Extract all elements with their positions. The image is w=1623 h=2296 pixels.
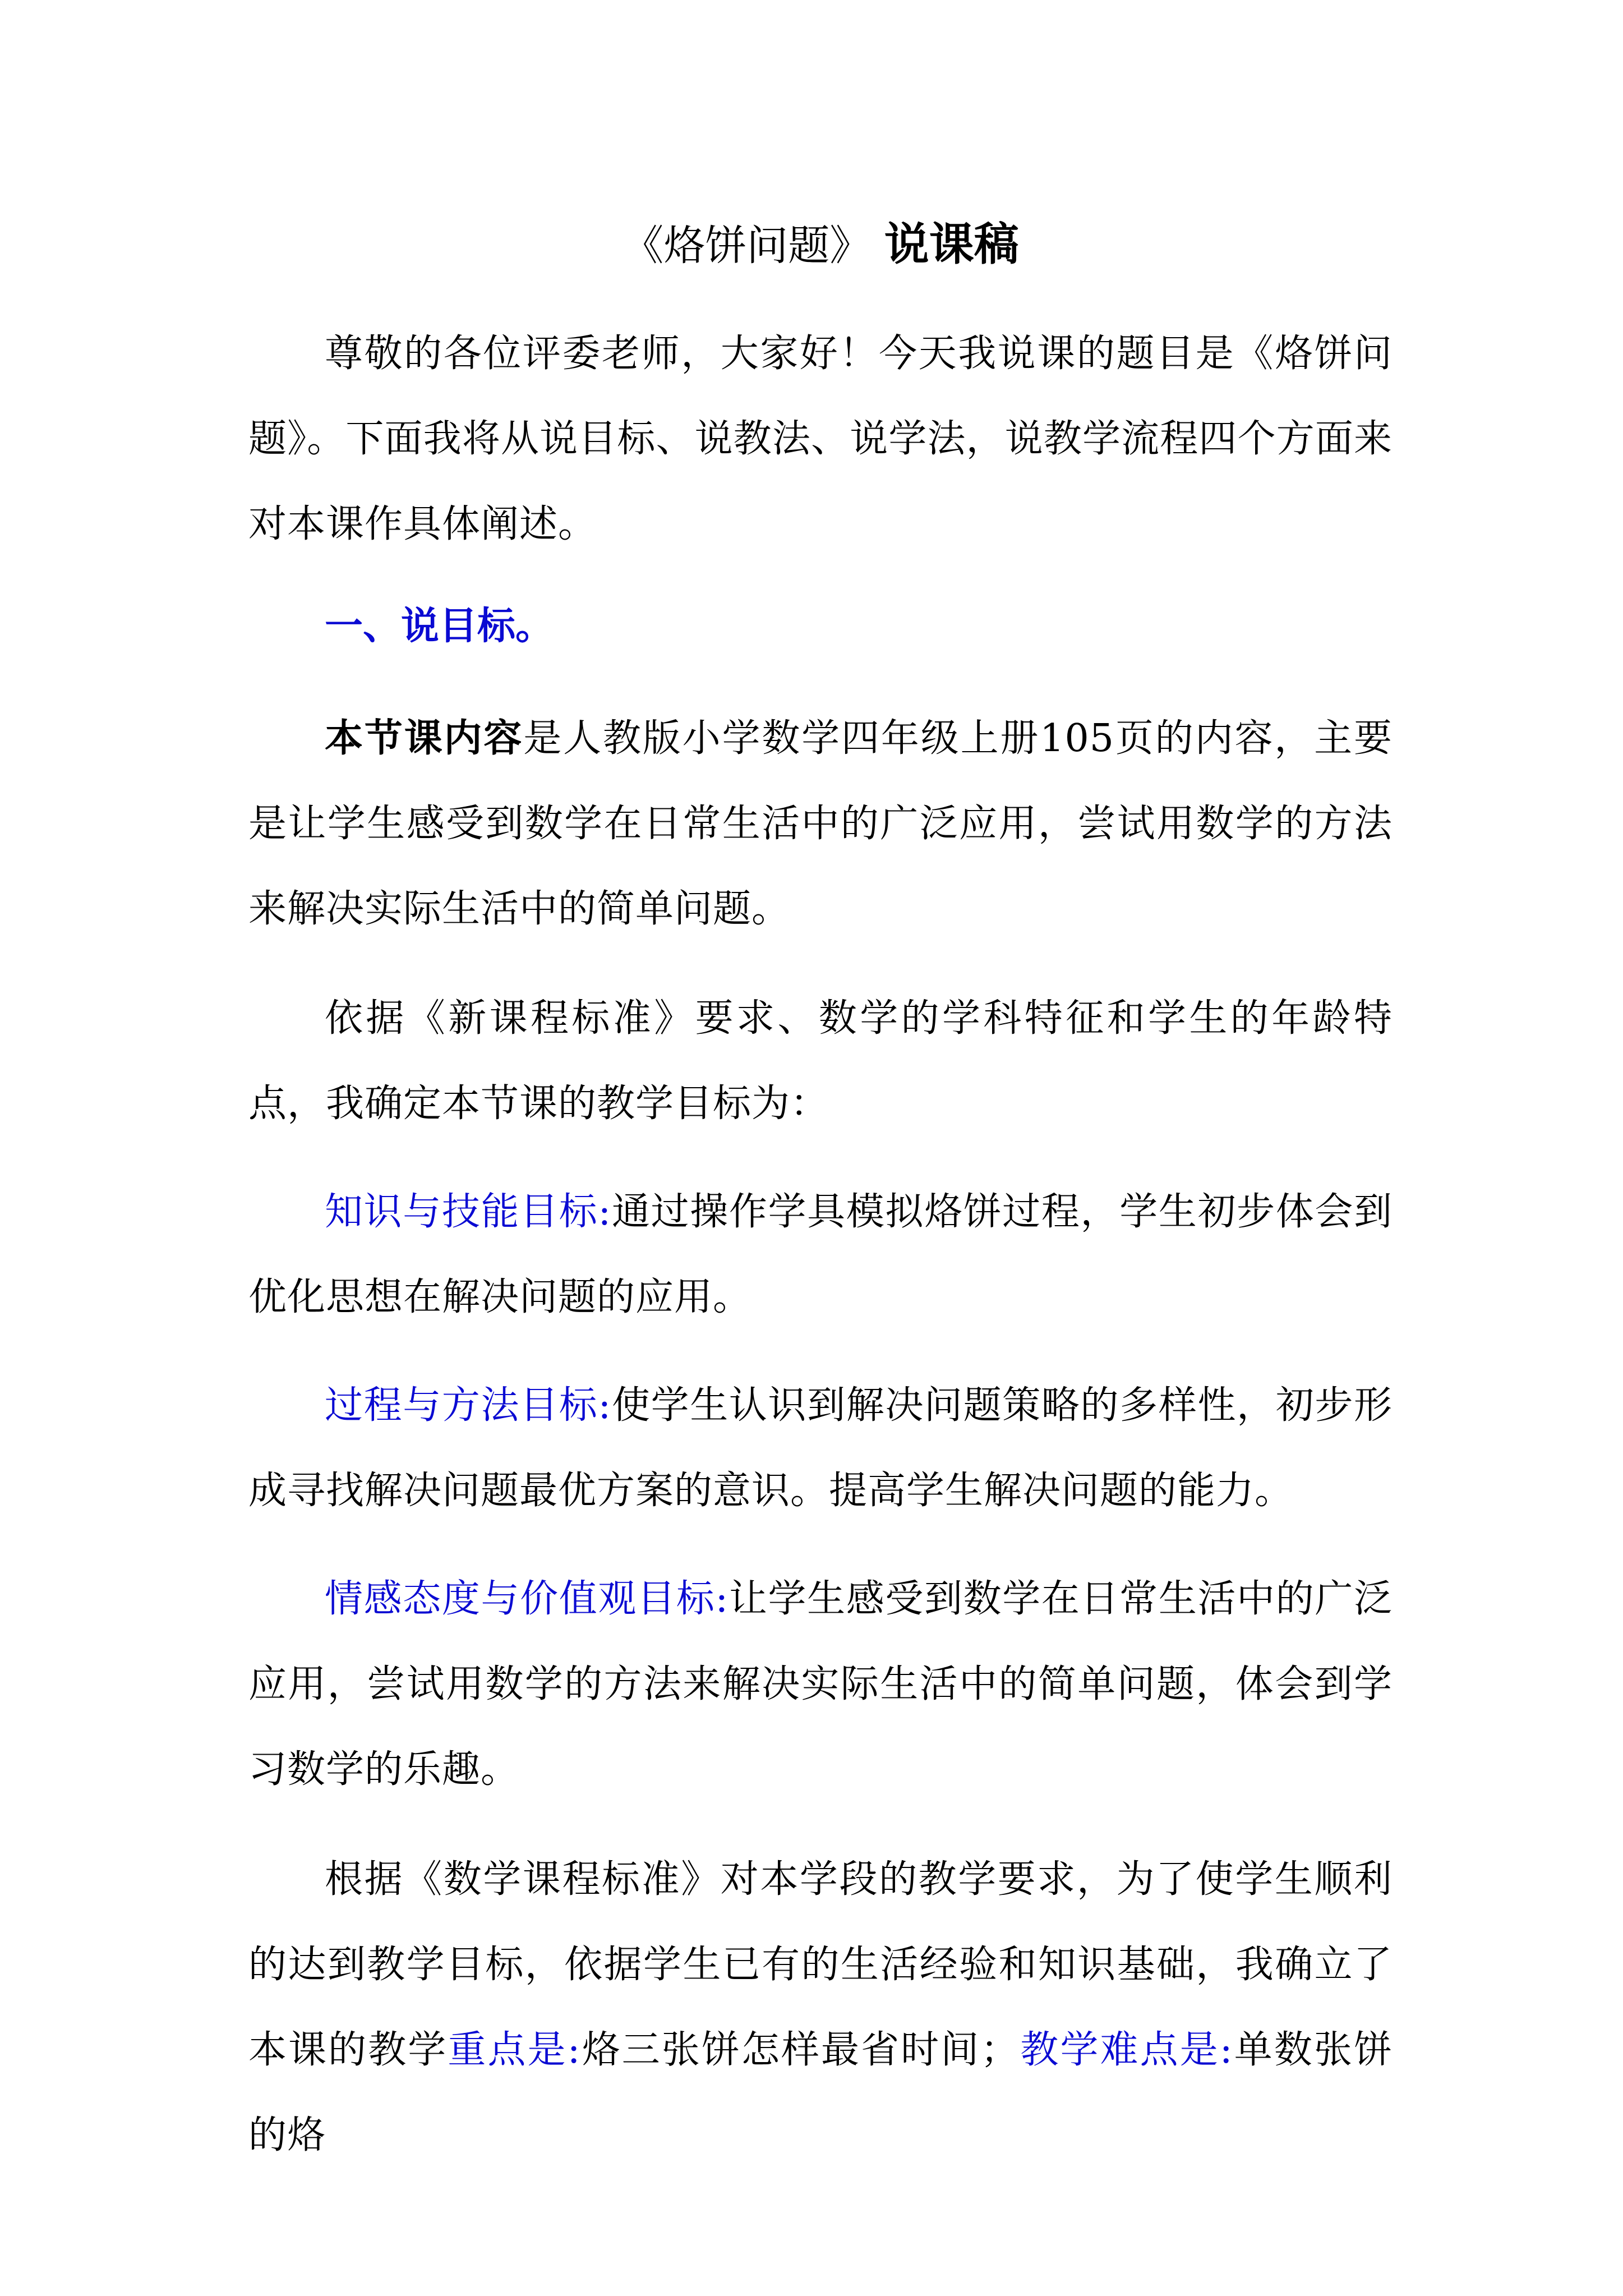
- goal-process-text: 使学生认识到解决问题策略的多样性，初步形成寻找解决问题最优方案的意识。提高学生解决问题的能力。: [248, 1383, 1393, 1513]
- key-intro-text: 根据《数学课程标准》对本学段的教学要求，为了使学生顺利的达到教学目标，依据学生已有的生活经验和知识基础，我确立了本课的教学: [248, 1857, 1393, 2072]
- difficulty-label: 教学难点是:: [1019, 2028, 1233, 2072]
- title-suffix: 说课稿: [884, 218, 1019, 270]
- basis-paragraph: 依据《新课程标准》要求、数学的学科特征和学生的年龄特点，我确定本节课的教学目标为：: [248, 996, 1393, 1126]
- goal-knowledge-text: 通过操作学具模拟烙饼过程，学生初步体会到优化思想在解决问题的应用。: [248, 1190, 1393, 1319]
- goal-emotion-label: 情感态度与价值观目标:: [325, 1577, 729, 1621]
- difficulty-text: 单数张饼的烙: [248, 2028, 1393, 2157]
- content-text: 是人教版小学数学四年级上册105页的内容，主要是让学生感受到数学在日常生活中的广泛应用，尝试用数学的方法来解决实际生活中的简单问题。: [248, 716, 1393, 931]
- title-book-name: 《烙饼问题》: [622, 222, 872, 270]
- goal-knowledge-paragraph: [248, 1170, 1393, 1340]
- goal-knowledge-label: 知识与技能目标:: [325, 1190, 612, 1234]
- key-difficulty-paragraph: [248, 1837, 1393, 2178]
- intro-paragraph: 尊敬的各位评委老师，大家好！今天我说课的题目是《烙饼问题》。下面我将从说目标、说教法、说学法，说教学流程四个方面来对本课作具体阐述。: [248, 332, 1393, 546]
- document-title: [248, 216, 1393, 274]
- content-label: 本节课内容: [325, 716, 524, 761]
- goal-process-label: 过程与方法目标:: [325, 1383, 612, 1428]
- goal-emotion-paragraph: [248, 1557, 1393, 1812]
- goal-process-paragraph: [248, 1363, 1393, 1534]
- goal-emotion-text: 让学生感受到数学在日常生活中的广泛应用，尝试用数学的方法来解决实际生活中的简单问题，体会到学习数学的乐趣。: [248, 1577, 1393, 1792]
- key-point-text: 烙三张饼怎样最省时间；: [580, 2028, 1020, 2072]
- section-heading-goals: 一、说目标。: [325, 604, 554, 648]
- key-point-label: 重点是:: [448, 2028, 581, 2072]
- content-paragraph: [248, 696, 1393, 952]
